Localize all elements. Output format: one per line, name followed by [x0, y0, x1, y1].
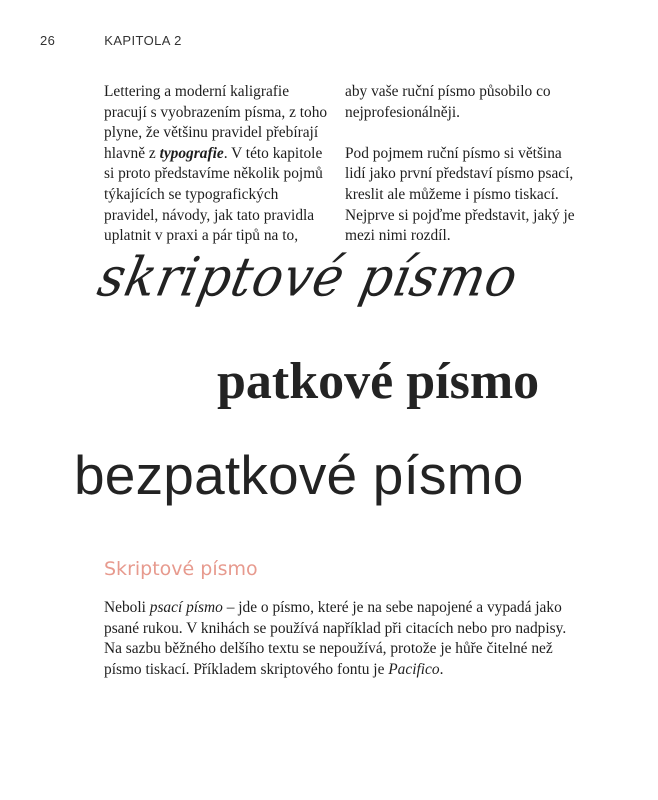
section-text-b: – jde o písmo, které je na sebe napojené a vypadá jako psané rukou. V knihách se používá například při citacích nebo pro nadpisy. Na sazbu běžného delšího textu se nepoužívá, protože je hůře čitelné než písmo tiskací. Příkladem skriptového fontu je [104, 599, 567, 678]
intro-text-1b: . V této kapitole si proto představíme několik pojmů týkajících se typografických pravidel, návody, jak tato pravidla uplatnit v praxi a pár tipů na to, [104, 144, 323, 245]
intro-paragraph-3: Pod pojmem ruční písmo si většina lidí jako první představí písmo psací, kreslit ale můžeme i písmo tiskací. Nejprve si pojďme představit, jaký je mezi nimi rozdíl. [345, 144, 575, 245]
intro-text-1a: Lettering a moderní kaligrafie pracují s vyobrazením písma, z toho plyne, že většinu pravidel přebírají hlavně z [104, 83, 328, 162]
serif-sample: patkové písmo [217, 353, 540, 410]
intro-emphasis: typografie [159, 144, 224, 162]
page-header [40, 33, 182, 48]
chapter-label: KAPITOLA 2 [104, 33, 182, 48]
section-emphasis-2: Pacifico [388, 660, 440, 678]
intro-paragraph-2: aby vaše ruční písmo působilo co nejprofesionálněji. [345, 83, 551, 121]
intro-left-column [104, 82, 332, 267]
intro-right-column [345, 82, 585, 267]
sans-sample: bezpatkové písmo [74, 444, 524, 506]
section-title: Skriptové písmo [104, 558, 258, 580]
intro-paragraph-1 [104, 82, 332, 247]
section-text-c: . [439, 660, 444, 678]
script-sample: skriptové písmo [92, 246, 524, 309]
page-number: 26 [40, 33, 56, 48]
section-text-a: Neboli [104, 599, 150, 616]
section-paragraph [104, 598, 584, 680]
section-emphasis-1: psací písmo [149, 599, 223, 616]
